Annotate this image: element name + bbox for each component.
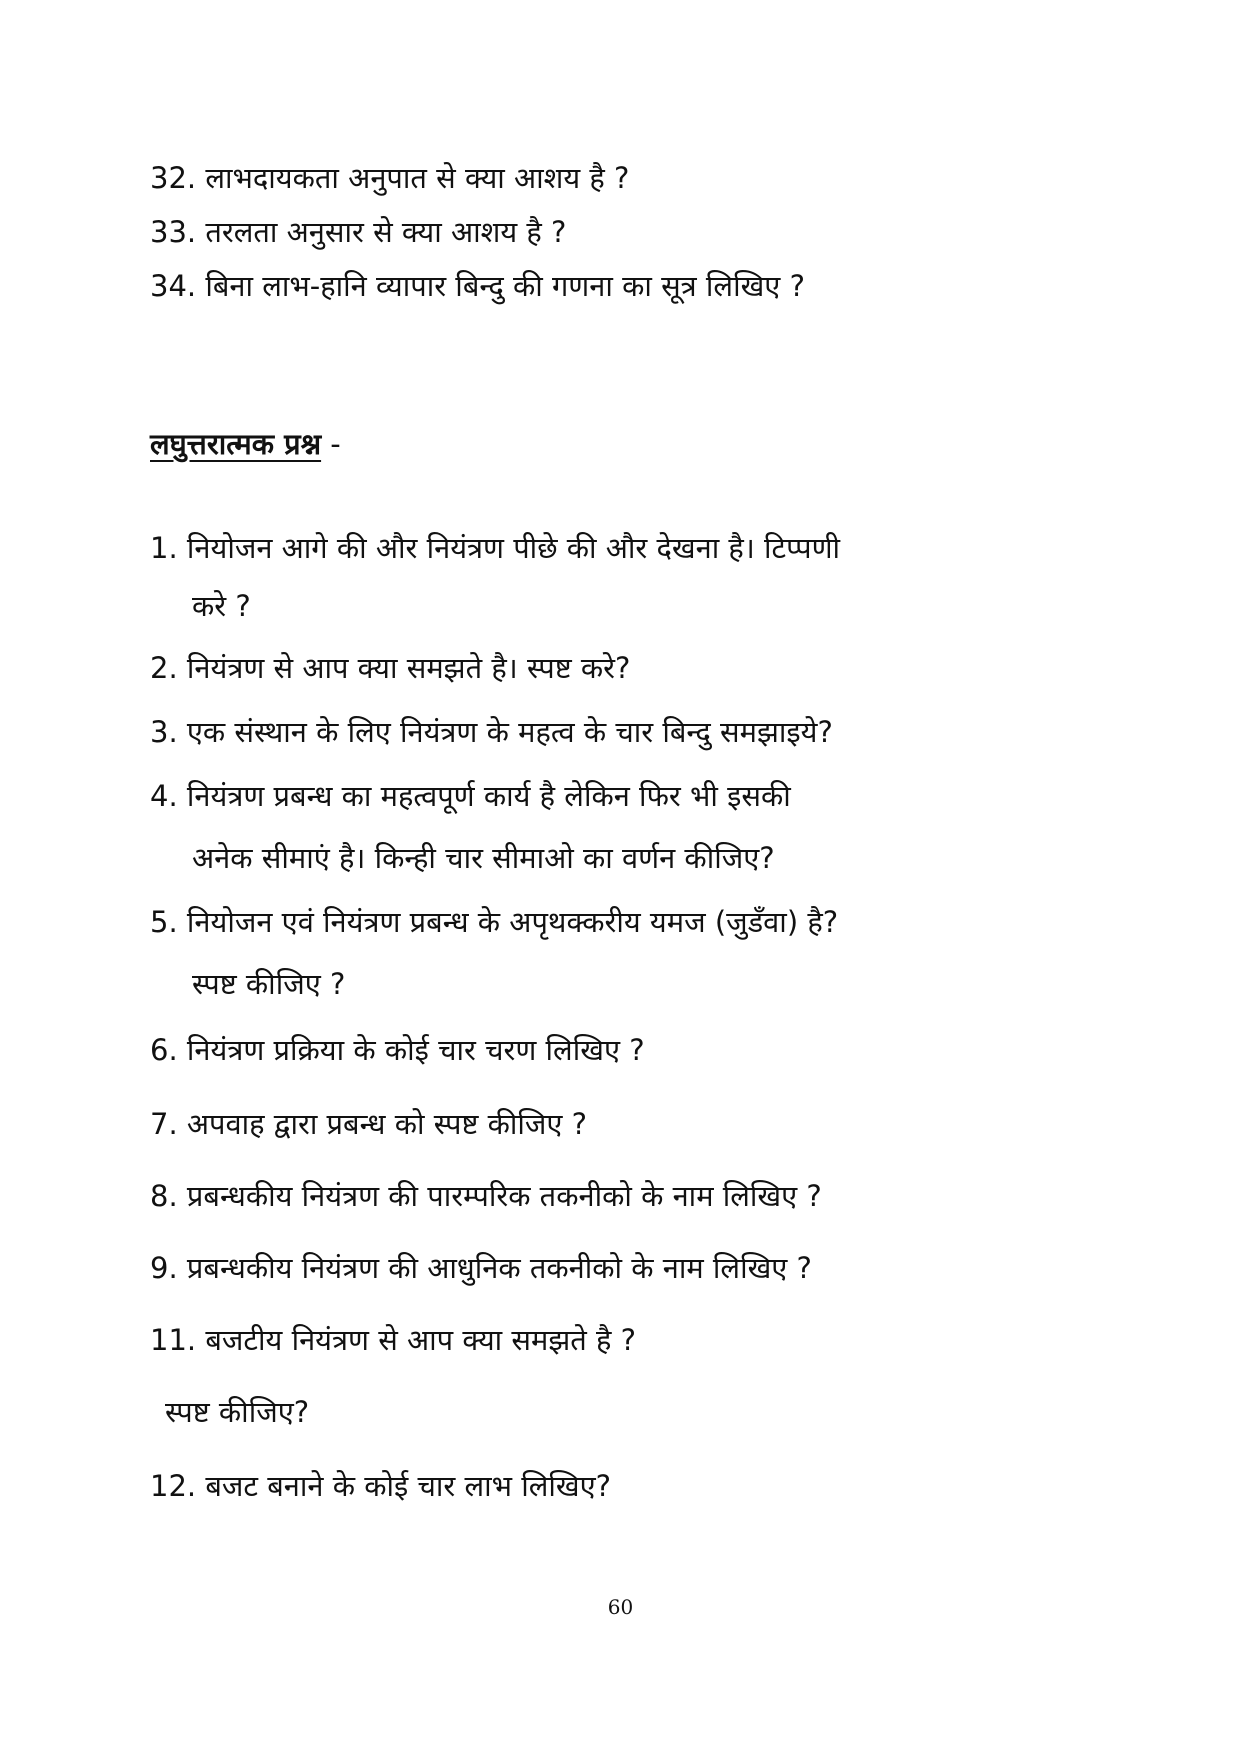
section-heading-dash: - [321,427,341,461]
question-32: 32. लाभदायकता अनुपात से क्या आशय है ? [150,161,630,195]
short-question-5-continued: स्पष्ट कीजिए ? [192,967,346,1001]
short-question-1: 1. नियोजन आगे की और नियंत्रण पीछे की और देखना है। टिप्पणी [150,531,841,565]
short-question-3: 3. एक संस्थान के लिए नियंत्रण के महत्व के चार बिन्दु समझाइये? [150,715,833,749]
short-question-4-continued: अनेक सीमाएं है। किन्ही चार सीमाओ का वर्णन कीजिए? [192,841,775,875]
section-heading [150,424,341,464]
short-question-9: 9. प्रबन्धकीय नियंत्रण की आधुनिक तकनीको के नाम लिखिए ? [150,1251,812,1285]
question-34: 34. बिना लाभ-हानि व्यापार बिन्दु की गणना का सूत्र लिखिए ? [150,269,805,303]
short-question-5: 5. नियोजन एवं नियंत्रण प्रबन्ध के अपृथक्करीय यमज (जुडँवा) है? [150,905,839,939]
short-question-1-continued: करे ? [192,589,251,623]
short-question-7: 7. अपवाह द्वारा प्रबन्ध को स्पष्ट कीजिए ? [150,1107,588,1141]
short-question-8: 8. प्रबन्धकीय नियंत्रण की पारम्परिक तकनीको के नाम लिखिए ? [150,1179,822,1213]
short-question-12: 12. बजट बनाने के कोई चार लाभ लिखिए? [150,1469,612,1503]
short-question-6: 6. नियंत्रण प्रक्रिया के कोई चार चरण लिखिए ? [150,1033,645,1067]
short-question-4: 4. नियंत्रण प्रबन्ध का महत्वपूर्ण कार्य है लेकिन फिर भी इसकी [150,779,791,813]
page-number: 60 [607,1595,634,1619]
short-question-11-continued: स्पष्ट कीजिए? [165,1395,310,1429]
section-heading-text: लघुत्तरात्मक प्रश्न [150,427,322,461]
short-question-2: 2. नियंत्रण से आप क्या समझते है। स्पष्ट करे? [150,651,631,685]
question-33: 33. तरलता अनुसार से क्या आशय है ? [150,215,567,249]
short-question-11: 11. बजटीय नियंत्रण से आप क्या समझते है ? [150,1323,637,1357]
